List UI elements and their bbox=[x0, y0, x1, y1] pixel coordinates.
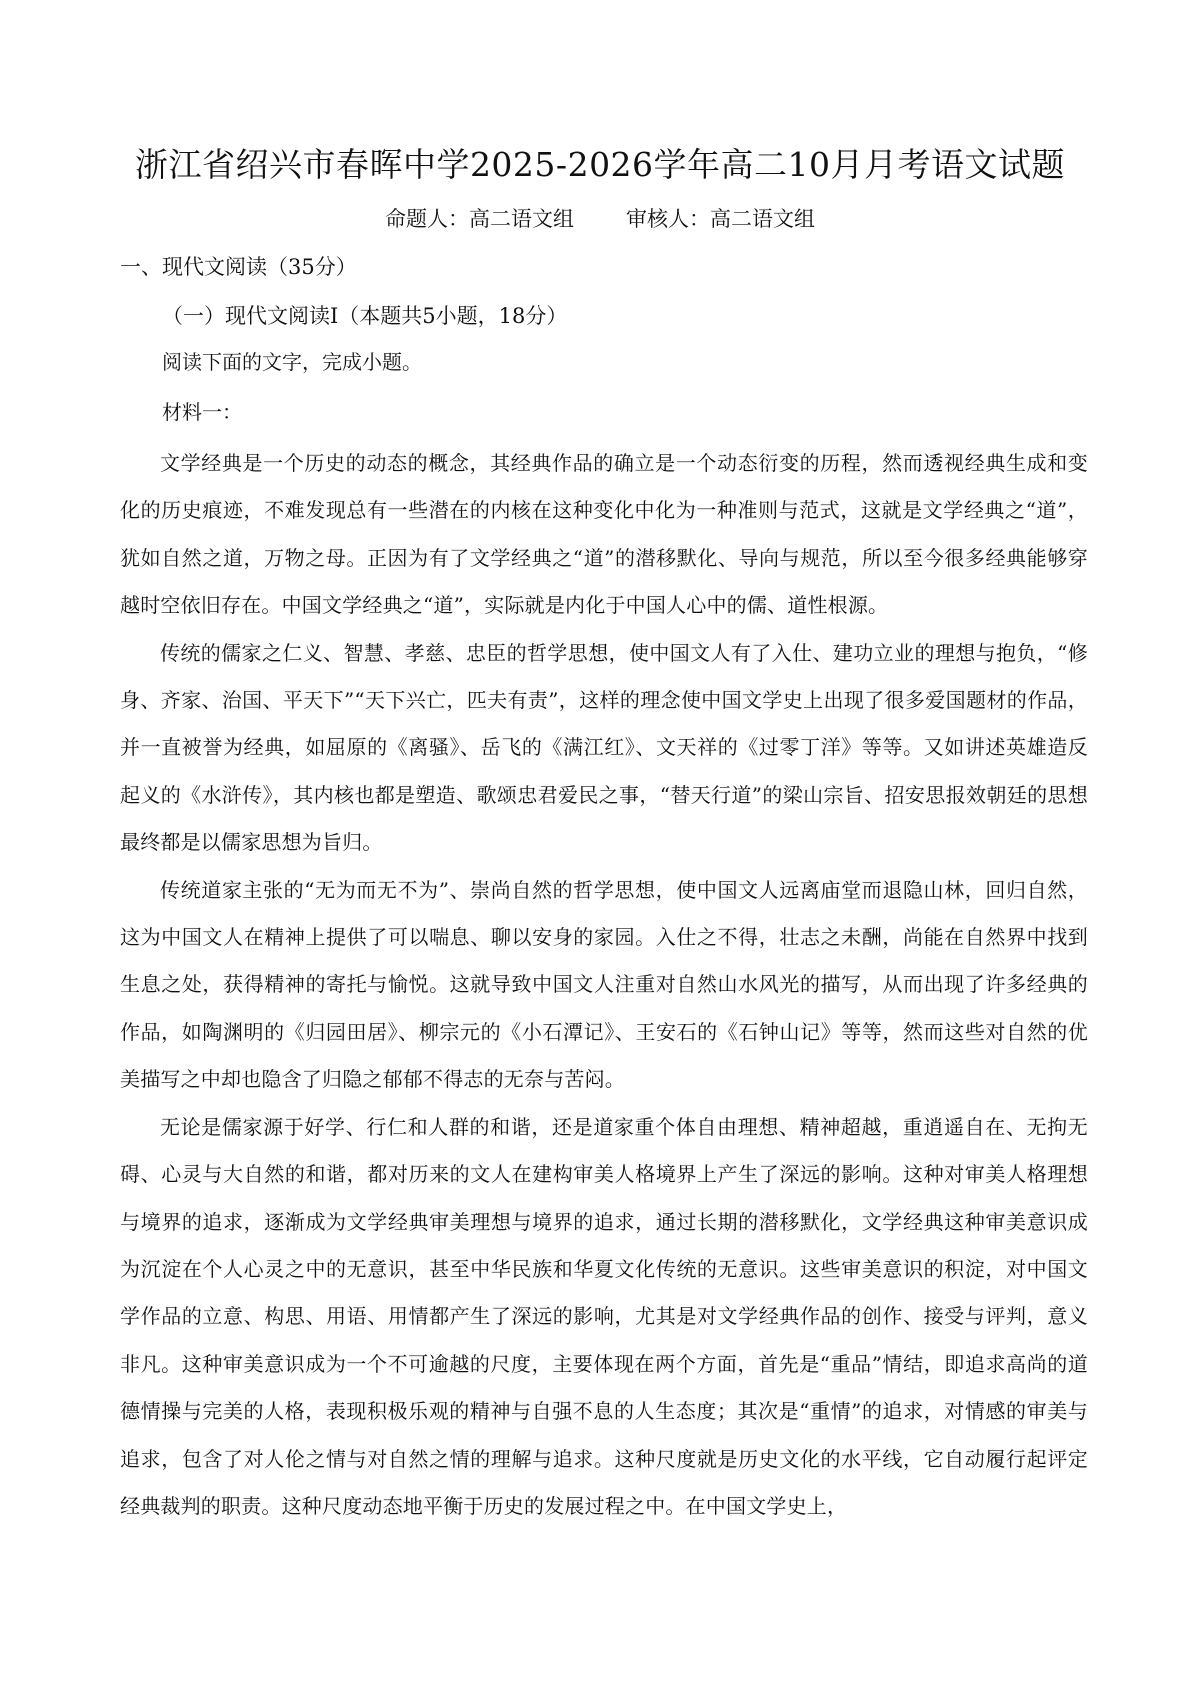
sub-heading: （一）现代文阅读Ⅰ（本题共5小题，18分） bbox=[162, 304, 568, 328]
material-label: 材料一： bbox=[162, 400, 242, 424]
passage-body bbox=[120, 440, 1088, 1530]
paragraph: 文学经典是一个历史的动态的概念，其经典作品的确立是一个动态衍变的历程，然而透视经典生成和变化的历史痕迹，不难发现总有一些潜在的内核在这种变化中化为一种准则与范式，这就是文学经典之“道”，犹如自然之道，万物之母。正因为有了文学经典之“道”的潜移默化、导向与规范，所以至今很多经典能够穿越时空依旧存在。中国文学经典之“道”，实际就是内化于中国人心中的儒、道性根源。 bbox=[120, 451, 1088, 618]
reviewer-label: 审核人：高二语文组 bbox=[626, 207, 815, 231]
setter-label: 命题人：高二语文组 bbox=[385, 207, 574, 231]
reading-instruction: 阅读下面的文字，完成小题。 bbox=[162, 350, 422, 374]
section-heading: 一、现代文阅读（35分） bbox=[120, 255, 357, 279]
paragraph: 无论是儒家源于好学、行仁和人群的和谐，还是道家重个体自由理想、精神超越，重逍遥自在、无拘无碍、心灵与大自然的和谐，都对历来的文人在建构审美人格境界上产生了深远的影响。这种对审美人格理想与境界的追求，逐渐成为文学经典审美理想与境界的追求，通过长期的潜移默化，文学经典这种审美意识成为沉淀在个人心灵之中的无意识，甚至中华民族和华夏文化传统的无意识。这些审美意识的积淀，对中国文学作品的立意、构思、用语、用情都产生了深远的影响，尤其是对文学经典作品的创作、接受与评判，意义非凡。这种审美意识成为一个不可逾越的尺度，主要体现在两个方面，首先是“重品”情结，即追求高尚的道德情操与完美的人格，表现积极乐观的精神与自强不息的人生态度；其次是“重情”的追求，对情感的审美与追求，包含了对人伦之情与对自然之情的理解与追求。这种尺度就是历史文化的水平线，它自动履行起评定经典裁判的职责。这种尺度动态地平衡于历史的发展过程之中。在中国文学史上， bbox=[120, 1114, 1088, 1518]
author-line bbox=[0, 204, 1200, 234]
paragraph: 传统道家主张的“无为而无不为”、崇尚自然的哲学思想，使中国文人远离庙堂而退隐山林，回归自然，这为中国文人在精神上提供了可以喘息、聊以安身的家园。入仕之不得，壮志之未酬，尚能在自然界中找到生息之处，获得精神的寄托与愉悦。这就导致中国文人注重对自然山水风光的描写，从而出现了许多经典的作品，如陶渊明的《归园田居》、柳宗元的《小石潭记》、王安石的《石钟山记》等等，然而这些对自然的优美描写之中却也隐含了归隐之郁郁不得志的无奈与苦闷。 bbox=[120, 877, 1088, 1092]
paragraph: 传统的儒家之仁义、智慧、孝慈、忠臣的哲学思想，使中国文人有了入仕、建功立业的理想与抱负，“修身、齐家、治国、平天下”“天下兴亡，匹夫有责”，这样的理念使中国文学史上出现了很多爱国题材的作品，并一直被誉为经典，如屈原的《离骚》、岳飞的《满江红》、文天祥的《过零丁洋》等等。又如讲述英雄造反起义的《水浒传》，其内核也都是塑造、歌颂忠君爱民之事，“替天行道”的梁山宗旨、招安思报效朝廷的思想最终都是以儒家思想为旨归。 bbox=[120, 640, 1088, 855]
exam-title: 浙江省绍兴市春晖中学2025-2026学年高二10月月考语文试题 bbox=[134, 145, 1066, 184]
